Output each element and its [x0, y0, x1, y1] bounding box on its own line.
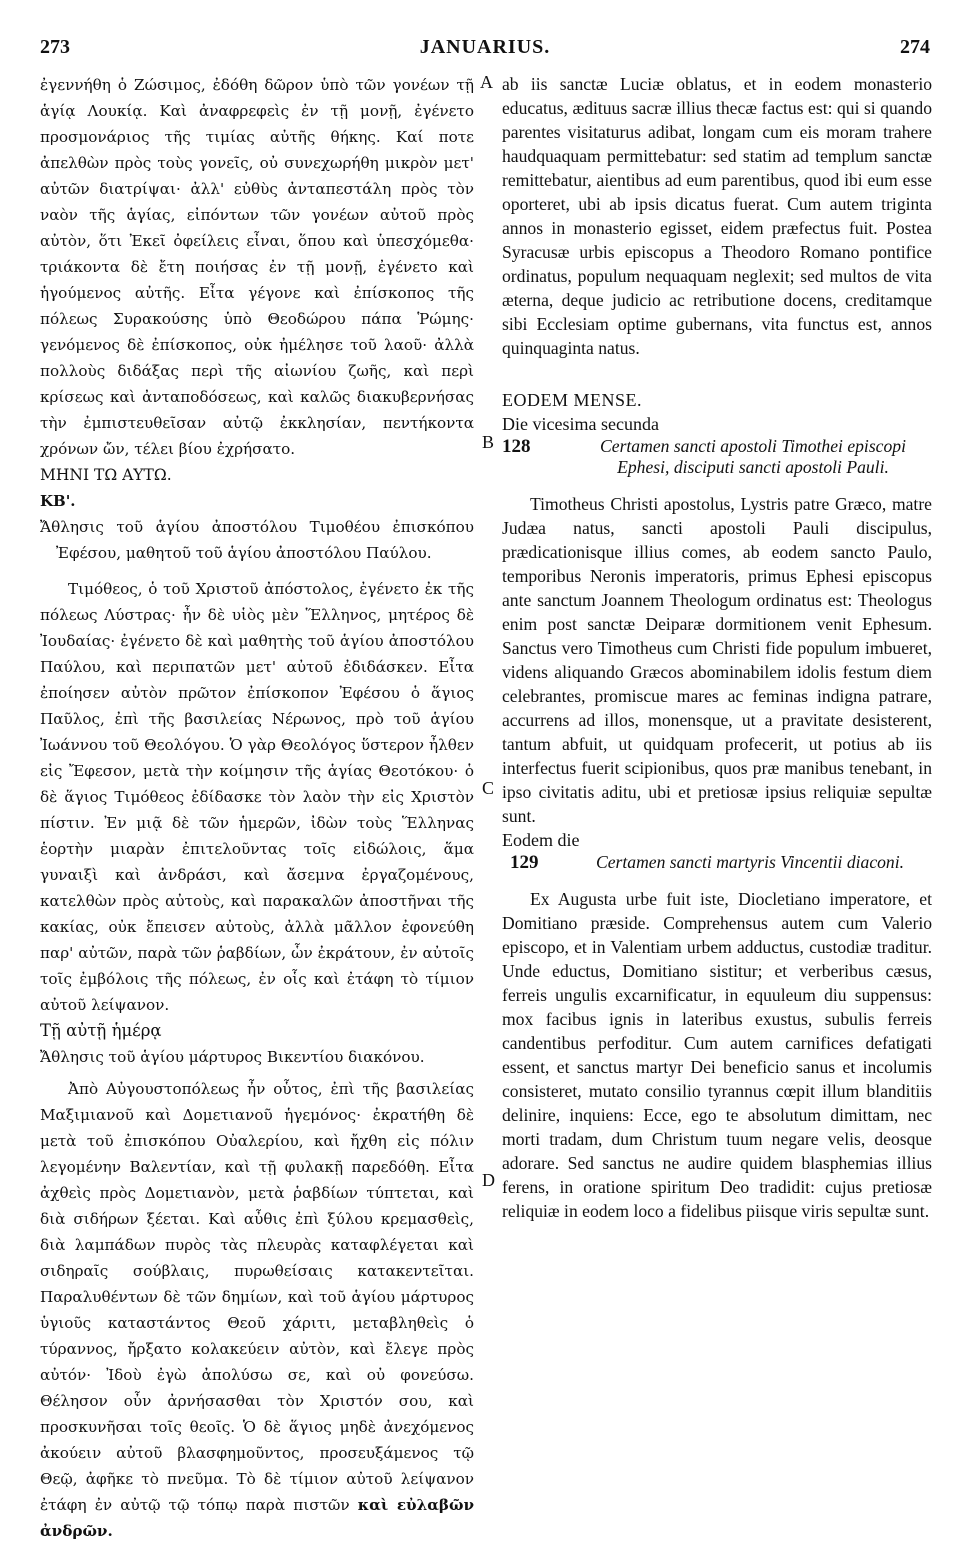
- margin-letter-d: D: [482, 1170, 495, 1190]
- greek-title-timothy: Ἄθλησις τοῦ ἁγίου ἀποστόλου Τιμοθέου ἐπισκόπου Ἐφέσου, μαθητοῦ τοῦ ἁγίου ἀποστόλου Παύλου.: [40, 518, 474, 562]
- latin-day-heading: Eodem die: [502, 830, 580, 850]
- greek-month-heading: ΜΗΝΙ ΤΩ ΑΥΤΩ.: [40, 466, 172, 484]
- greek-title-vincent: Ἄθλησις τοῦ ἁγίου μάρτυρος Βικεντίου διακόνου.: [40, 1048, 425, 1066]
- margin-letter-b: B: [482, 432, 495, 452]
- greek-body-vincent-end: καὶ εὐλαβῶν ἀνδρῶν.: [40, 1496, 475, 1540]
- latin-column: [502, 72, 932, 1223]
- latin-day-subheading: Die vicesima secunda: [502, 414, 659, 434]
- latin-body-timothy: Timotheus Christi apostolus, Lystris patre Græco, matre Judæa natus, sancti apostoli Pauli discipulus, prædicationisque illius comes, ab eodem sancto Paulo, temporibus Neronis imperatoris, primus Ephesi episcopus ante sanctum Joannem Theologum ordinatus est: Theologus enim post sanctæ Deiparæ dormitionem venit Ephesum. Sanctus vero Timotheus cum Christi fide populum imbueret, videns aliquando Græcos abominabilem idolis festum diem celebrantes, promiscue mares ac feminas indigna patrare, accurrens ad illos, monensque, ut a pravitate desisterent, tantum abfuit, ut quidquam profecerit, ut potius ab iis interfectus fuerit scipionibus, quos præ manibus tenebant, in ipso civitatis aditu, ubi et pretiosæ ipsius reliquiæ sepultæ sunt.: [502, 494, 932, 826]
- latin-title-timothy: [502, 436, 932, 478]
- greek-body-vincent-text: Ἀπὸ Αὐγουστοπόλεως ἦν οὗτος, ἐπὶ τῆς βασιλείας Μαξιμιανοῦ καὶ Δομετιανοῦ ἡγεμόνος· ἐκρατήθη δὲ μετὰ τοῦ ἐπισκόπου Οὐαλερίου, καὶ ἤχθη εἰς πόλιν λεγομένην Βαλεντίαν, καὶ τῇ φυλακῇ παρεδόθη. Εἶτα ἀχθεὶς πρὸς Δομετιανὸν, μετὰ ῥαβδίων τύπτεται, καὶ διὰ σιδήρων ξέεται. Καὶ αὖθις ἐπὶ ξύλου κρεμασθεὶς, διὰ λαμπάδων πυρὸς τὰς πλευρὰς καταφλέγεται καὶ σιδηραῖς σούβλαις, πυρωθείσαις κατακεντεῖται. Παραλυθέντων δὲ τῶν δημίων, καὶ τοῦ ἁγίου μάρτυρος ὑγιοῦς καταστάντος Θεοῦ χάριτι, μεταβληθεὶς ὁ τύραννος, ἤρξατο κολακεύειν αὐτὸν, καὶ ἔλεγε πρὸς αὐτόν· Ἰδοὺ ἐγὼ ἀπολύσω σε, καὶ οὐ φονεύσω. Θέλησον οὖν ἀρνήσασθαι τὸν Χριστόν σου, καὶ προσκυνῆσαι τοῖς θεοῖς. Ὁ δὲ ἅγιος μηδὲ ἀνεχόμενος ἀκούειν αὐτοῦ βλασφημοῦντος, προσευξάμενος τῷ Θεῷ, ἀφῆκε τὸ πνεῦμα. Τὸ δὲ τίμιον αὐτοῦ λείψανον ἐτάφη ἐν αὐτῷ τῷ τόπῳ παρὰ πιστῶν: [40, 1080, 474, 1514]
- greek-day-number: ΚΒ'.: [40, 492, 76, 510]
- margin-letter-c: C: [482, 778, 495, 798]
- greek-body-vincent: [40, 1076, 474, 1544]
- latin-title-vincent-text: Certamen sancti martyris Vincentii diaconi.: [596, 852, 905, 872]
- greek-intro-paragraph: ἐγεννήθη ὁ Ζώσιμος, ἐδόθη δῶρον ὑπὸ τῶν γονέων τῇ ἁγίᾳ Λουκίᾳ. Καὶ ἀναφρεφεὶς ἐν τῇ μονῇ, ἐγένετο προσμονάριος τῆς τιμίας αὐτῆς θήκης. Καί ποτε ἀπελθὼν πρὸς τοὺς γονεῖς, οὐ συνεχωρήθη μικρὸν μετ' αὐτῶν διατρίψαι· ἀλλ' εὐθὺς ἀνταπεστάλη πρὸς τὸν ναὸν τῆς ἁγίας, εἰπόντων τῶν γονέων αὐτοῦ πρὸς αὐτὸν, ὅτι Ἐκεῖ ὀφείλεις εἶναι, ὅπου καὶ ὑπεσχόμεθα· τριάκοντα δὲ ἔτη ποιήσας ἐν τῇ μονῇ, ἐγένετο καὶ ἡγούμενος αὐτῆς. Εἶτα γέγονε καὶ ἐπίσκοπος τῆς πόλεως Συρακούσης ὑπὸ Θεοδώρου πάπα Ῥώμης· γενόμενος δὲ ἐπίσκοπος, οὐκ ἠμέλησε τοῦ λαοῦ· ἀλλὰ πολλοὺς διδάξας περὶ τῆς αἰωνίου ζωῆς, καὶ περὶ κρίσεως καὶ ἀνταποδόσεως, καὶ καλῶς διακυβερνήσας τὴν ἐμπιστευθεῖσαν αὐτῷ ἐκκλησίαν, πεντήκοντα χρόνων ὤν, τέλει βίου ἐχρήσατο.: [40, 76, 474, 458]
- greek-column: [40, 72, 474, 1544]
- greek-day-heading: Τῇ αὐτῇ ἡμέρᾳ: [40, 1021, 162, 1040]
- entry-number-128: 128: [502, 436, 531, 457]
- entry-number-129: 129: [510, 852, 539, 873]
- page-number-left: 273: [40, 36, 70, 58]
- latin-body-vincent: Ex Augusta urbe fuit iste, Diocletiano imperatore, et Domitiano præside. Comprehensus autem cum Valerio episcopo, et in Valentiam urbem adductus, custodiæ traditur. Unde eductus, Domitiano sistitur; et verberibus cæsus, ferreis ungulis excarnificatur, in equuleum diu suppensus: mox facibus ignis in lateribus exustus, subulis ferreis candentibus perfoditur. Cum autem carnifices defatigati essent, et sanctus martyr Dei beneficio sanus et incolumis consisteret, mutato consilio tyrannus cœpit illum blanditiis delinire, inquiens: Ecce, ego te absolutum dimittam, nec morti tradam, dum Christum tuum negare velis, deosque adorare. Sed sanctus ne audire quidem blasphemias illius ferens, in oratione spiritum Deo tradidit: cujus pretiosæ reliquiæ in eodem loco a fidelibus piisque viris sepultæ sunt.: [502, 889, 932, 1221]
- latin-title-timothy-text: Certamen sancti apostoli Timothei episcopi Ephesi, disciputi sancti apostoli Pauli.: [600, 436, 906, 477]
- latin-intro-paragraph: ab iis sanctæ Luciæ oblatus, et in eodem monasterio educatus, ædituus sacræ illius thecæ factus est: qui si quando parentes visitaturus adibat, longam cum eis moram trahere haudquaquam permittebatur: sed statim ad templum sanctæ remittebatur, aientibus ad eum parentibus, quod ibi eum esse oporteret, ubi ab ipsis dicatus fuerat. Cum autem triginta annos in monasterio egisset, eidem præfectus fuit. Postea Syracusæ urbis episcopus a Theodoro Romano pontifice ordinatus, populum nequaquam neglexit; sed multos de vita æterna, deque judicio ac retributione docens, creditamque sibi Ecclesiam optime gubernans, vita functus est, annos quinquaginta natus.: [502, 74, 932, 358]
- page-number-right: 274: [900, 36, 930, 58]
- greek-body-timothy: Τιμόθεος, ὁ τοῦ Χριστοῦ ἀπόστολος, ἐγένετο ἐκ τῆς πόλεως Λύστρας· ἦν δὲ υἱὸς μὲν Ἕλληνος, μητέρος δὲ Ἰουδαίας· ἐγένετο δὲ καὶ μαθητὴς τοῦ ἁγίου ἀποστόλου Παύλου, καὶ περιπατῶν μετ' αὐτοῦ ἐδιδάσκεν. Εἶτα ἐποίησεν αὐτὸν πρῶτον ἐπίσκοπον Ἐφέσου ὁ ἅγιος Παῦλος, ἐπὶ τῆς βασιλείας Νέρωνος, πρὸ τοῦ ἁγίου Ἰωάννου τοῦ Θεολόγου. Ὁ γὰρ Θεολόγος ὕστερον ἦλθεν εἰς Ἔφεσον, μετὰ τὴν κοίμησιν τῆς ἁγίας Θεοτόκου· ὁ δὲ ἅγιος Τιμόθεος ἐδίδασκε τὸν λαὸν τὴν εἰς Χριστὸν πίστιν. Ἐν μιᾷ δὲ τῶν ἡμερῶν, ἰδὼν τοὺς Ἕλληνας ἑορτὴν μιαρὰν ἐπιτελοῦντας τοῖς εἰδώλοις, ἅμα γυναιξὶ καὶ ἀνδράσι, καὶ ἄσεμνα ἐργαζομένους, κατελθὼν πρὸς αὐτοὺς, καὶ παρακαλῶν ἀποστῆναι τῆς κακίας, οὐκ ἔπεισεν αὐτοὺς, ἀλλὰ μᾶλλον ἐφονεύθη παρ' αὐτῶν, παρὰ τῶν ῥαβδίων, ὧν ἐκράτουν, ἐν αὐτοῖς τοῖς ἐμβόλοις τῆς πόλεως, ἐν οἷς καὶ ἐτάφη τὸ τίμιον αὐτοῦ λείψανον.: [40, 580, 474, 1014]
- running-title: JANUARIUS.: [419, 36, 551, 58]
- latin-month-heading: EODEM MENSE.: [502, 390, 642, 410]
- latin-title-vincent: [502, 852, 932, 873]
- running-header: [40, 36, 930, 62]
- margin-letter-a: A: [480, 72, 493, 92]
